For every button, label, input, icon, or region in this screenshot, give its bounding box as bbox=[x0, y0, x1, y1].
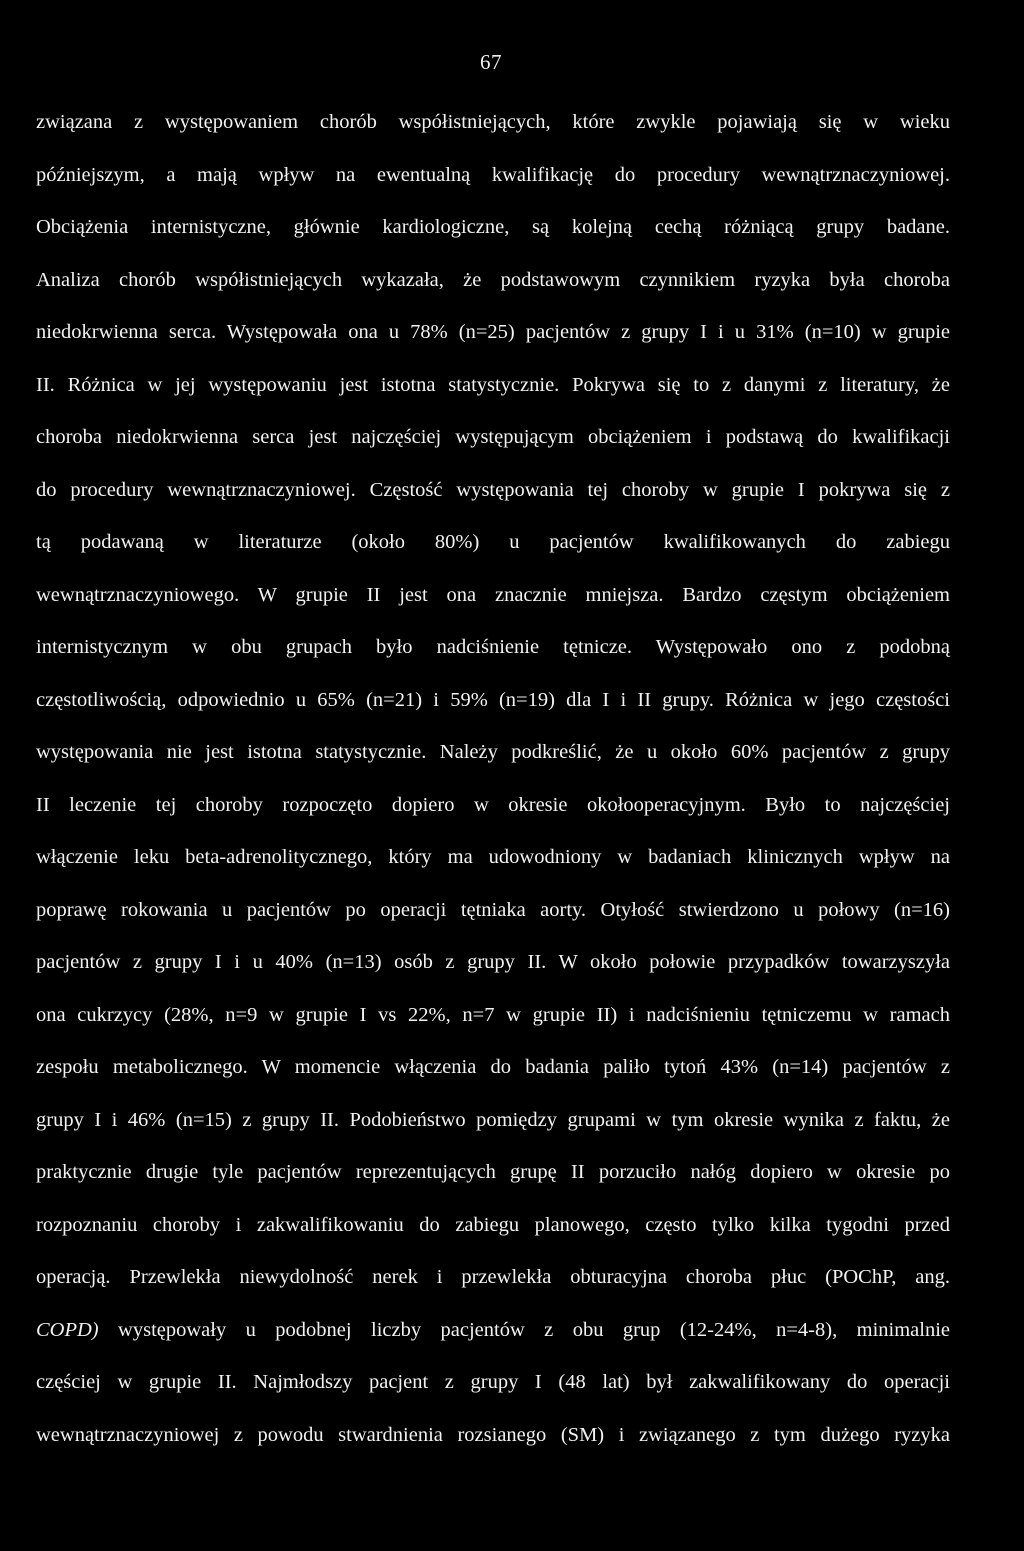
text-line: częściej w grupie II. Najmłodszy pacjent z grupy I (48 lat) był zakwalifikowany do operacji bbox=[36, 1371, 950, 1393]
text-line: operacją. Przewlekła niewydolność nerek i przewlekła obturacyjna choroba płuc (POChP, ang. bbox=[36, 1266, 950, 1288]
text-line: grupy I i 46% (n=15) z grupy II. Podobieństwo pomiędzy grupami w tym okresie wynika z faktu, że bbox=[36, 1108, 950, 1131]
text-line: częstotliwością, odpowiednio u 65% (n=21) i 59% (n=19) dla I i II grupy. Różnica w jego częstości bbox=[36, 688, 950, 711]
page-number: 67 bbox=[480, 50, 502, 74]
text-line: późniejszym, a mają wpływ na ewentualną kwalifikację do procedury wewnątrznaczyniowej. bbox=[36, 163, 950, 186]
text-line: pacjentów z grupy I i u 40% (n=13) osób z grupy II. W około połowie przypadków towarzyszyła bbox=[36, 951, 950, 973]
text-line: do procedury wewnątrznaczyniowej. Częstość występowania tej choroby w grupie I pokrywa się z bbox=[36, 478, 950, 501]
italic-abbreviation: COPD) bbox=[36, 1318, 99, 1341]
text-line: rozpoznaniu choroby i zakwalifikowaniu do zabiegu planowego, często tylko kilka tygodni przed bbox=[36, 1213, 950, 1236]
text-line: włączenie leku beta-adrenolitycznego, który ma udowodniony w badaniach klinicznych wpływ na bbox=[36, 846, 950, 868]
text-line: II leczenie tej choroby rozpoczęto dopiero w okresie okołooperacyjnym. Było to najczęściej bbox=[36, 793, 950, 816]
text-line: niedokrwienna serca. Występowała ona u 78% (n=25) pacjentów z grupy I i u 31% (n=10) w grupie bbox=[36, 321, 950, 343]
text-line: wewnątrznaczyniowej z powodu stwardnienia rozsianego (SM) i związanego z tym dużego ryzyka bbox=[36, 1423, 950, 1446]
text-line: związana z występowaniem chorób współistniejących, które zwykle pojawiają się w wieku bbox=[36, 111, 950, 133]
body-text bbox=[36, 100, 950, 1465]
text-line: II. Różnica w jej występowaniu jest istotna statystycznie. Pokrywa się to z danymi z literatury, że bbox=[36, 373, 950, 396]
text-line: Obciążenia internistyczne, głównie kardiologiczne, są kolejną cechą różniącą grupy badane. bbox=[36, 216, 950, 238]
text-line: występowania nie jest istotna statystycznie. Należy podkreślić, że u około 60% pacjentów z grupy bbox=[36, 741, 950, 763]
text-line: zespołu metabolicznego. W momencie włączenia do badania paliło tytoń 43% (n=14) pacjentów z bbox=[36, 1056, 950, 1078]
text-line: wewnątrznaczyniowego. W grupie II jest ona znacznie mniejsza. Bardzo częstym obciążeniem bbox=[36, 583, 950, 606]
text-line-rest: występowały u podobnej liczby pacjentów z obu grup (12-24%, n=4-8), minimalnie bbox=[98, 1318, 950, 1341]
text-line: praktycznie drugie tyle pacjentów reprezentujących grupę II porzuciło nałóg dopiero w okresie po bbox=[36, 1161, 950, 1183]
text-line: poprawę rokowania u pacjentów po operacji tętniaka aorty. Otyłość stwierdzono u połowy (n=16) bbox=[36, 898, 950, 921]
text-line: ona cukrzycy (28%, n=9 w grupie I vs 22%, n=7 w grupie II) i nadciśnieniu tętniczemu w ramach bbox=[36, 1003, 950, 1026]
text-line bbox=[36, 1308, 950, 1361]
text-line: internistycznym w obu grupach było nadciśnienie tętnicze. Występowało ono z podobną bbox=[36, 636, 950, 658]
text-line: tą podawaną w literaturze (około 80%) u pacjentów kwalifikowanych do zabiegu bbox=[36, 531, 950, 553]
text-line: Analiza chorób współistniejących wykazała, że podstawowym czynnikiem ryzyka była choroba bbox=[36, 268, 950, 291]
text-line: choroba niedokrwienna serca jest najczęściej występującym obciążeniem i podstawą do kwalifikacji bbox=[36, 426, 950, 448]
